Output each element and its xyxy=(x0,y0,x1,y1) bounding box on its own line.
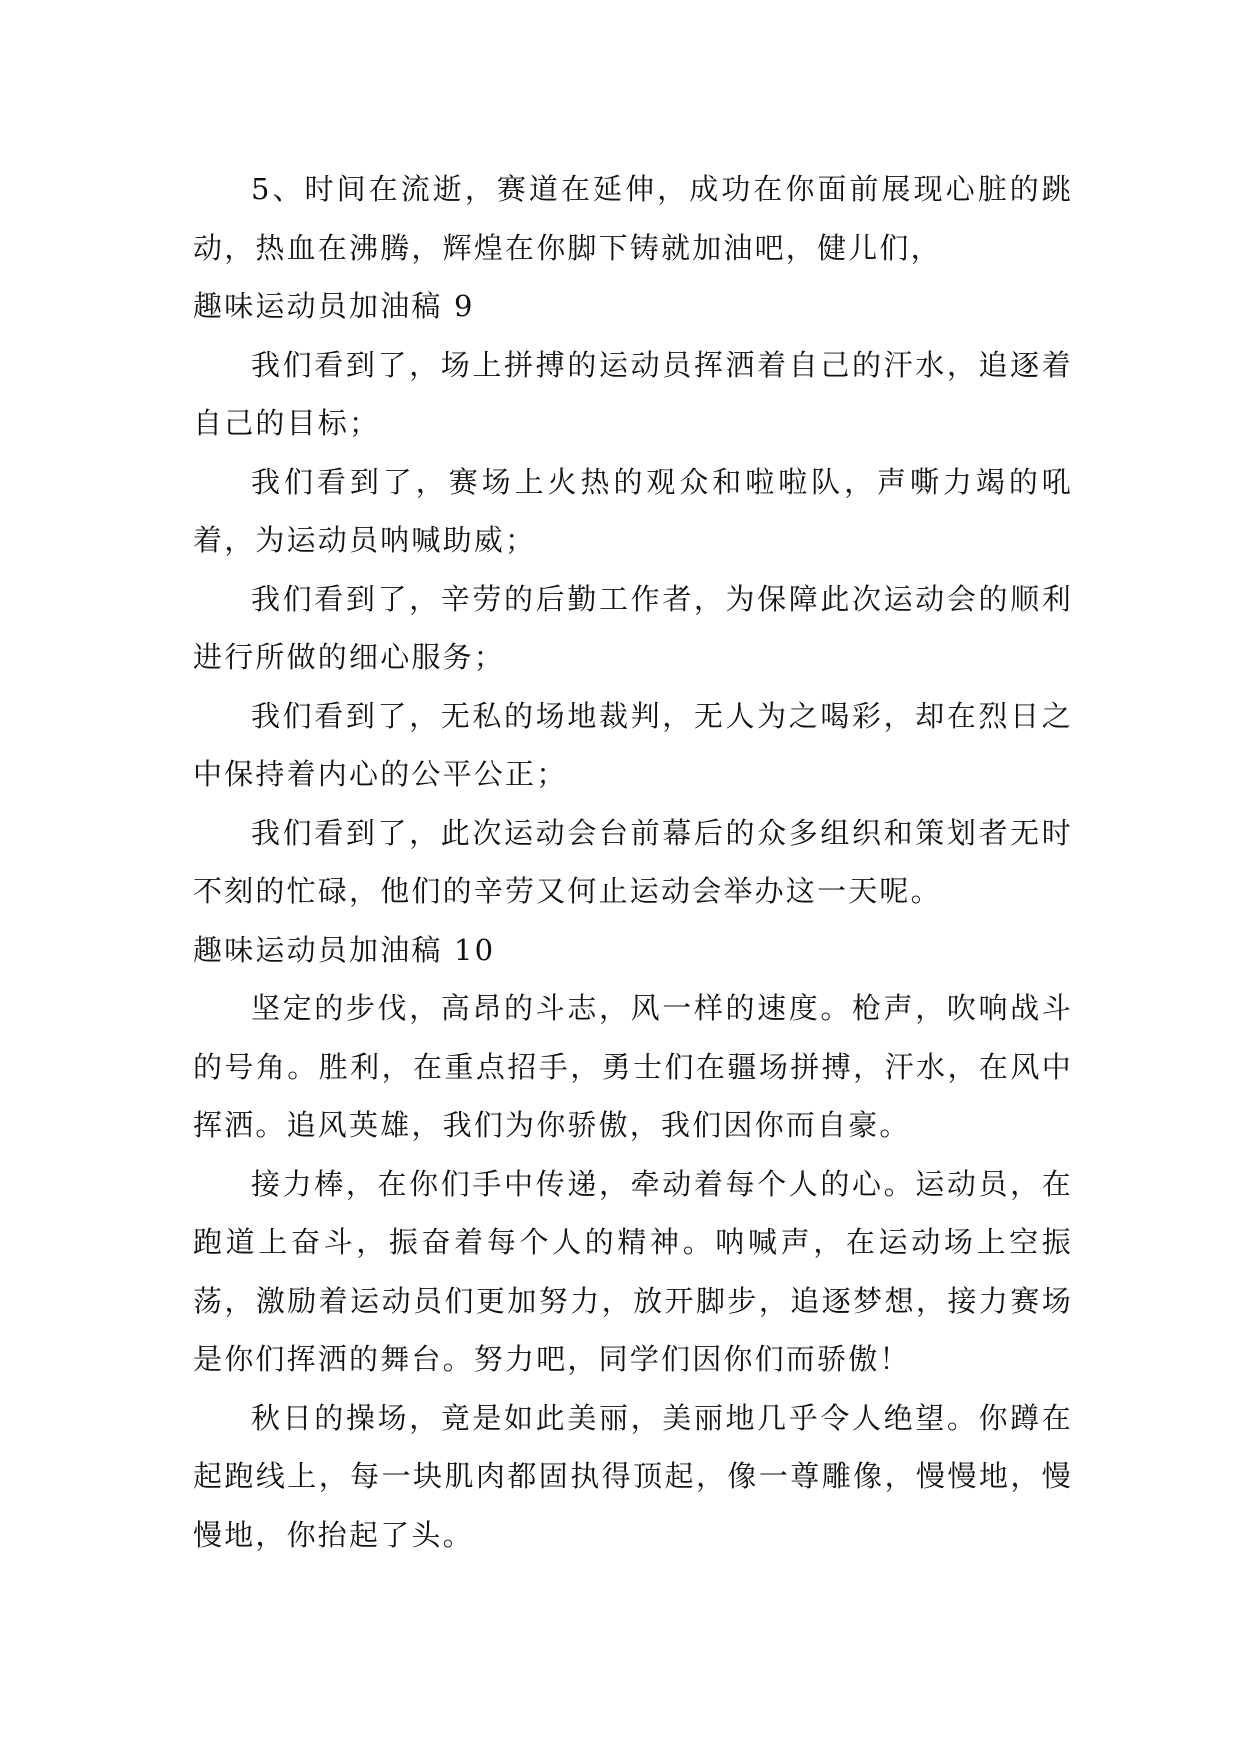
paragraph: 我们看到了，场上拼搏的运动员挥洒着自己的汗水，追逐着自己的目标； xyxy=(193,347,1073,440)
section-heading: 趣味运动员加油稿 9 xyxy=(193,289,475,323)
document-body xyxy=(193,160,1073,1564)
paragraph: 我们看到了，赛场上火热的观众和啦啦队，声嘶力竭的吼着，为运动员呐喊助威； xyxy=(193,464,1073,557)
paragraph: 5、时间在流逝，赛道在延伸，成功在你面前展现心脏的跳动，热血在沸腾，辉煌在你脚下铸就加油吧，健儿们， xyxy=(193,172,1073,265)
paragraph: 我们看到了，此次运动会台前幕后的众多组织和策划者无时不刻的忙碌，他们的辛劳又何止运动会举办这一天呢。 xyxy=(193,815,1073,908)
paragraph: 我们看到了，无私的场地裁判，无人为之喝彩，却在烈日之中保持着内心的公平公正； xyxy=(193,698,1073,791)
section-heading: 趣味运动员加油稿 10 xyxy=(193,932,496,967)
paragraph: 接力棒，在你们手中传递，牵动着每个人的心。运动员，在跑道上奋斗，振奋着每个人的精神。呐喊声，在运动场上空振荡，激励着运动员们更加努力，放开脚步，追逐梦想，接力赛场是你们挥洒的舞台。努力吧，同学们因你们而骄傲！ xyxy=(193,1166,1073,1376)
paragraph: 我们看到了，辛劳的后勤工作者，为保障此次运动会的顺利进行所做的细心服务； xyxy=(193,581,1073,674)
paragraph: 秋日的操场，竟是如此美丽，美丽地几乎令人绝望。你蹲在起跑线上，每一块肌肉都固执得顶起，像一尊雕像，慢慢地，慢慢地，你抬起了头。 xyxy=(193,1400,1073,1552)
paragraph: 坚定的步伐，高昂的斗志，风一样的速度。枪声，吹响战斗的号角。胜利，在重点招手，勇士们在疆场拼搏，汗水，在风中挥洒。追风英雄，我们为你骄傲，我们因你而自豪。 xyxy=(193,991,1073,1142)
